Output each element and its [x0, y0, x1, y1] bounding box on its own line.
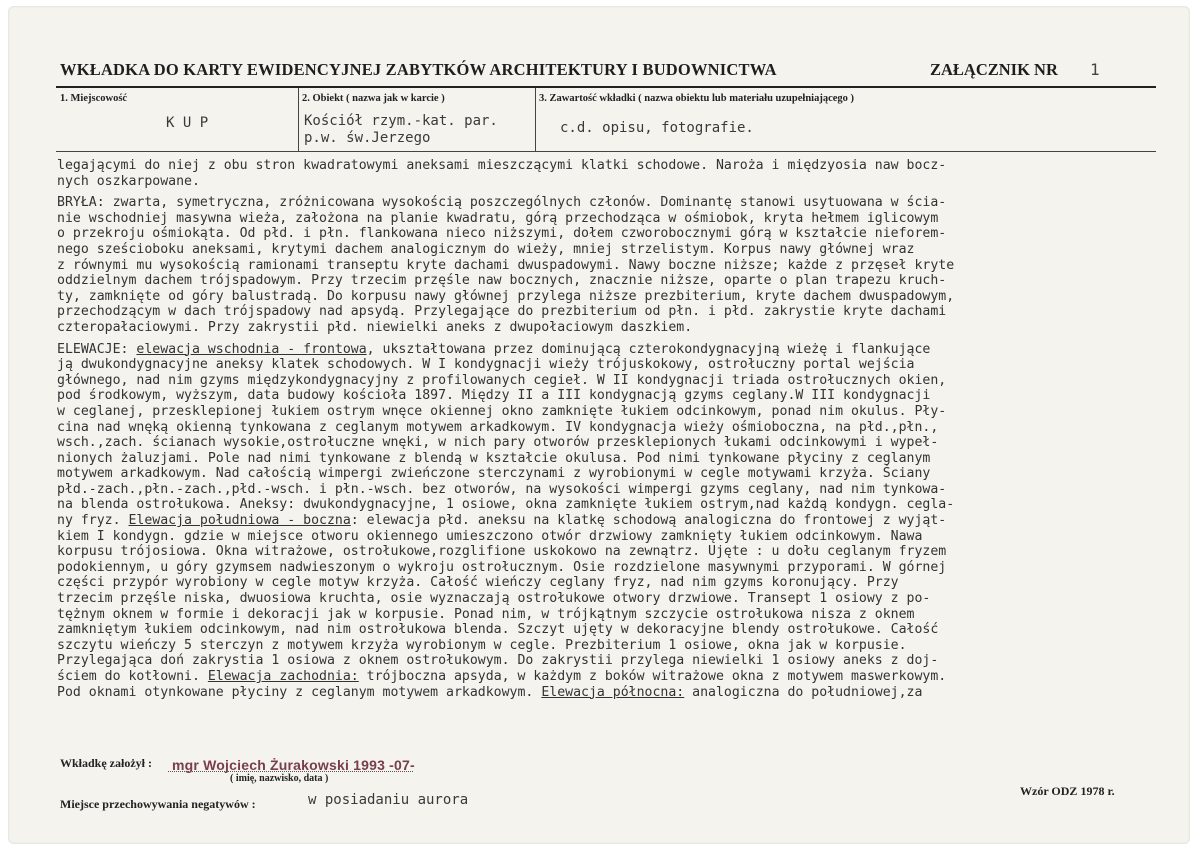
text-line: szczytu wieńczy 5 sterczyn z motywem krzyża wyrobionym w cegle. Prezbiterium 1 osiowe, okna jak w korpusie.	[57, 637, 907, 653]
text-line: BRYŁA: zwarta, symetryczna, zróżnicowana wysokością poszczególnych członów. Dominantę stanowi usytuowana w ścia-	[57, 195, 947, 211]
field-2-label: 2. Obiekt ( nazwa jak w karcie )	[302, 93, 445, 104]
text-line: nie wschodniej masywna wieża, założona na planie kwadratu, górą przechodząca w ośmiobok, kryta hełmem iglicowym	[57, 210, 939, 226]
text-line: podokiennym, u góry gzymsem nadwieszonym o wykroju ostrołucznym. Osie rozdzielone masywnymi przyporami. W górnej	[57, 559, 947, 575]
text-line: czteropałaciowymi. Przy zakrystii płd. niewielki aneks z dwupołaciowym daszkiem.	[57, 319, 693, 335]
negatives-value: w posiadaniu aurora	[308, 792, 469, 808]
text-line: wsch.,zach. ścianach wysokie,ostrołuczne wnęki, w nich pary otworów przesklepionych łukami odcinkowymi i wypeł-	[57, 435, 939, 451]
text-line: nionych żaluzjami. Pole nad nimi tynkowane z blendą w kształcie okulusa. Pod nimi tynkowane płyciny z ceglanym	[57, 450, 931, 466]
field-3-label: 3. Zawartość wkładki ( nazwa obiektu lub materiału uzupełniającego )	[539, 93, 855, 104]
text-line: ją dwukondygnacyjne aneksy klatek schodowych. W I kondygnacji wieży trójuskokowy, ostrołuczny portal wejścia	[57, 357, 915, 373]
text-fragment: trójboczna apsyda, w każdym z boków witrażowe okna z motywem maswerkowym.	[358, 669, 947, 684]
text-line: motywem arkadkowym. Nad całością wimpergi zwieńczone sterczynami z wyrobionymi w cegle motywami krzyża. Ściany	[57, 466, 931, 482]
form-code: Wzór ODZ 1978 r.	[1020, 784, 1115, 798]
text-fragment: ELEWACJE:	[57, 341, 137, 357]
elevation-west-heading: Elewacja zachodnia:	[207, 669, 359, 684]
author-stamp: mgr Wojciech Żurakowski 1993 -07-	[172, 757, 415, 773]
text-line: części przypór wyrobiony w cegle motyw krzyża. Całość wieńczy ceglany fryz, nad nim gzyms koronujący. Przy	[57, 575, 899, 591]
text-line	[57, 513, 1177, 529]
document-title: WKŁADKA DO KARTY EWIDENCYJNEJ ZABYTKÓW ARCHITEKTURY I BUDOWNICTWA	[60, 60, 777, 79]
object-value-line-2: p.w. św.Jerzego	[304, 130, 431, 146]
elevation-east-heading: elewacja wschodnia - frontowa	[136, 341, 367, 357]
text-line: na blenda ostrołukowa. Aneksy: dwukondygnacyjne, 1 osiowe, okna zamknięte łukiem ostrym,nad każdą kondygn. cegla-	[57, 497, 955, 513]
field-1-label: 1. Miejscowość	[60, 93, 128, 104]
text-line: pod środkowym, wyższym, data budowy kościoła 1897. Między II a III kondygnacją gzyms ceglany.W III kondygnacji	[57, 388, 931, 404]
field-divider	[298, 88, 299, 151]
locality-value: K U P	[166, 115, 209, 131]
elevation-south-heading: Elewacja południowa - boczna	[128, 513, 351, 529]
text-line	[57, 685, 1177, 701]
text-line: oddzielnym dachem trójspadowym. Przy trzecim przęśle naw bocznych, znacznie niższe, oparte o plan trapezu kruch-	[57, 273, 947, 289]
text-line: zamkniętym łukiem odcinkowym, nad nim ostrołukowa blenda. Szczyt ujęty w dekoracyjne blendy ostrołukowe. Całość	[57, 622, 939, 638]
annex-number: 1	[1090, 60, 1100, 79]
text-line	[57, 669, 1177, 685]
text-fragment: : elewacja płd. aneksu na klatkę schodową analogiczna do frontowej z wyjąt-	[350, 513, 947, 529]
text-line: przechodzącym w dach trójspadowy nad apsydą. Przylegające do prezbiterium od płn. i płd. zakrystie kryte dachami	[57, 304, 947, 320]
author-sub-label: ( imię, nazwisko, data )	[230, 773, 329, 784]
text-line: ty, zamknięte od góry balustradą. Do korpusu nawy głównej przylega niższe prezbiterium, kryte dachem dwuspadowym,	[57, 288, 955, 304]
author-dotted-line	[168, 771, 413, 772]
text-line: nych oszkarpowane.	[57, 173, 200, 189]
elevation-north-heading: Elewacja północna:	[541, 684, 685, 700]
object-value-line-1: Kościół rzym.-kat. par.	[304, 113, 498, 129]
text-line: kiem I kondygn. gdzie w miejsce otworu okiennego umieszczono otwór drzwiowy zamknięty łukiem odcinkowym. Nawa	[57, 528, 923, 544]
text-line: trzecim przęśle niska, dwuosiowa kruchta, osie wyznaczają ostrołukowe otwory drzwiowe. Transept 1 osiowy z po-	[57, 591, 931, 607]
text-line: tężnym oknem w formie i dekoracji jak w korpusie. Ponad nim, w trójkątnym szczycie ostrołukowa nisza z oknem	[57, 606, 915, 622]
text-fragment: ściem do kotłowni.	[57, 669, 208, 684]
text-fragment: ny fryz.	[57, 513, 129, 529]
text-line: w ceglanej, przesklepionej łukiem ostrym wnęce okiennej okno zamknięte łukiem odcinkowym, ponad nim okulus. Pły-	[57, 403, 947, 419]
annex-label: ZAŁĄCZNIK NR	[930, 60, 1058, 79]
text-line	[57, 342, 1177, 358]
text-line: Przylegająca doń zakrystia 1 osiowa z oknem ostrołukowym. Do zakrystii przylega niewielki 1 osiowy aneks z doj-	[57, 653, 939, 669]
field-divider	[535, 88, 536, 151]
fields-rule	[56, 151, 1156, 152]
text-fragment: analogiczna do południowej,za	[684, 684, 923, 700]
text-line: głównego, nad nim gzyms międzykondygnacyjny z profilowanych cegieł. W II kondygnacji triada ostrołucznych okien,	[57, 372, 947, 388]
header-rule	[56, 86, 1156, 88]
text-line: cina nad wnęką okienną tynkowana z ceglanym motywem arkadkowym. IV kondygnacja wieży ośmioboczna, na płd.,płn.,	[57, 419, 939, 435]
negatives-label: Miejsce przechowywania negatywów :	[60, 797, 256, 811]
text-line: płd.-zach.,płn.-zach.,płd.-wsch. i płn.-wsch. bez otworów, na wysokości wimpergi gzyms ceglany, nad nim tynkowa-	[57, 481, 947, 497]
text-fragment: , ukształtowana przez dominującą czterokondygnacyjną wieżę i flankujące	[366, 341, 931, 357]
text-line: korpusu trójosiowa. Okna witrażowe, ostrołukowe,rozglifione uskokowo na zewnątrz. Ujęte : u dołu ceglanym fryzem	[57, 544, 947, 560]
text-line: z równymi mu wysokością ramionami transeptu kryte dachami dwuspadowymi. Nawy boczne niższe; każde z przęseł kryte	[57, 257, 955, 273]
text-fragment: Pod oknami otynkowane płyciny z ceglanym motywem arkadkowym.	[57, 684, 542, 700]
description-text	[57, 158, 1177, 700]
author-label: Wkładkę założył :	[60, 756, 152, 770]
text-line: nego sześcioboku aneksami, krytymi dachem analogicznym do wieży, mniej strzelistym. Korpus nawy głównej wraz	[57, 241, 915, 257]
text-line: legającymi do niej z obu stron kwadratowymi aneksami mieszczącymi klatki schodowe. Naroża i międzyosia naw bocz-	[57, 158, 947, 173]
contents-value: c.d. opisu, fotografie.	[560, 120, 754, 136]
text-line: o przekroju ośmiokąta. Od płd. i płn. flankowana nieco niższymi, dołem czworobocznymi górą w kształcie nieforem-	[57, 226, 947, 242]
